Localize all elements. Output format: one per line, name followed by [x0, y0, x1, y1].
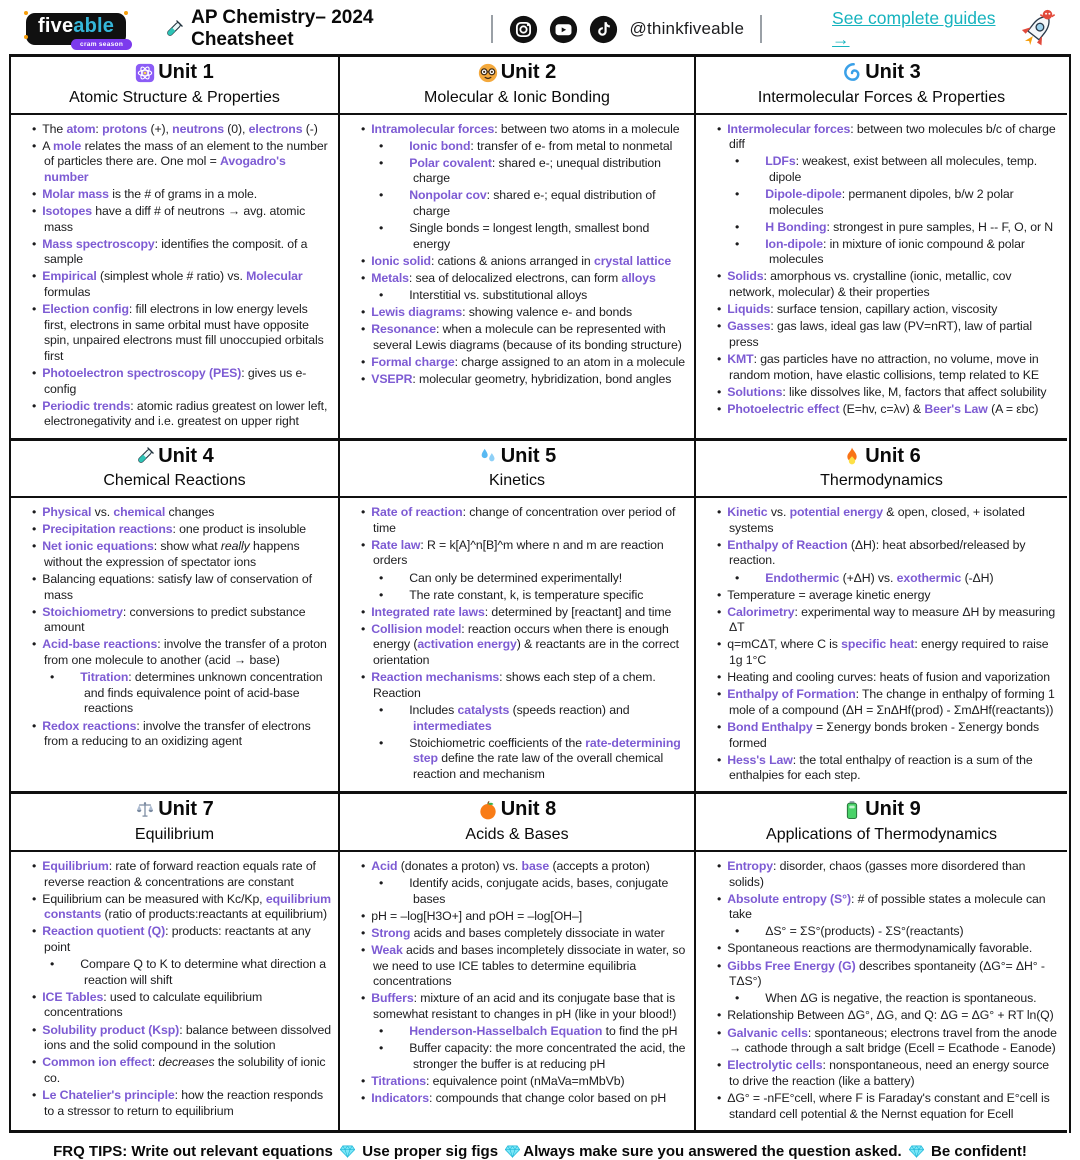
bullet-item: • Photoelectron spectroscopy (PES): gives us e- config: [32, 366, 331, 397]
unit-card-1: [11, 57, 340, 441]
unit-header: [696, 441, 1067, 499]
bullet-item: • Physical vs. chemical changes: [32, 505, 331, 521]
bullet-item: • Rate law: R = k[A]^n[B]^m where n and m are reaction orders: [361, 538, 687, 569]
bullet-item: • Le Chatelier's principle: how the reaction responds to a stressor to return to equilibrium: [32, 1088, 331, 1119]
bullet-item: • Gibbs Free Energy (G) describes spontaneity (ΔG°= ΔH° - TΔS°): [717, 959, 1060, 990]
bullet-item: • Solids: amorphous vs. crystalline (ionic, metallic, cov network, molecular) & their properties: [717, 269, 1060, 300]
unit-card-2: [340, 57, 696, 441]
unit-subtitle: Chemical Reactions: [103, 472, 246, 490]
logo-dot: [124, 11, 128, 15]
page-title-text: AP Chemistry– 2024 Cheatsheet: [191, 7, 374, 50]
unit-number: Unit 1: [158, 61, 214, 83]
unit-subtitle: Thermodynamics: [820, 472, 943, 490]
bullet-item: • Can only be determined experimentally!: [361, 571, 687, 587]
bullet-item: • Temperature = average kinetic energy: [717, 588, 1060, 604]
bullet-item: • VSEPR: molecular geometry, hybridization, bond angles: [361, 372, 687, 388]
cyclone-icon: [842, 63, 862, 83]
battery-icon: [842, 800, 862, 820]
unit-subtitle: Acids & Bases: [465, 825, 569, 843]
bullet-item: • Titration: determines unknown concentration and finds equivalence point of acid-base reactions: [32, 670, 331, 717]
bullet-item: • Electrolytic cells: nonspontaneous, need an energy source to drive the reaction (like a battery): [717, 1058, 1060, 1089]
bullet-item: • Isotopes have a diff # of neutrons → avg. atomic mass: [32, 204, 331, 235]
unit-header: [696, 794, 1067, 852]
unit-header: [340, 441, 694, 499]
header-bar: [0, 0, 1080, 54]
unit-body: [696, 498, 1067, 791]
unit-bullet-list: [345, 122, 687, 388]
unit-card-8: [340, 794, 696, 1132]
bullet-item: • Ionic bond: transfer of e- from metal to nonmetal: [361, 139, 687, 155]
unit-number: Unit 5: [500, 444, 557, 467]
bullet-item: • Dipole-dipole: permanent dipoles, b/w 2 polar molecules: [717, 187, 1060, 218]
bullet-item: • A mole relates the mass of an element to the number of particles there are. One mol = Avogadro's number: [32, 139, 331, 186]
unit-bullet-list: [345, 859, 687, 1107]
unit-number: Unit 7: [158, 798, 214, 821]
unit-card-9: [696, 794, 1067, 1132]
unit-number: Unit 8: [500, 798, 557, 821]
bullet-item: • Polar covalent: shared e-; unequal distribution charge: [361, 156, 687, 187]
bullet-item: • Bond Enthalpy = Σenergy bonds broken - Σenergy bonds formed: [717, 720, 1060, 751]
logo-cram-pill: cram season: [71, 39, 132, 50]
bullet-item: • Nonpolar cov: shared e-; equal distribution of charge: [361, 188, 687, 219]
tiktok-icon[interactable]: [589, 15, 618, 44]
footer-tips: FRQ TIPS: Write out relevant equations Use proper sig figs Always make sure you answered the question asked. Be confident!: [53, 1142, 1027, 1160]
unit-number: Unit 2: [500, 61, 557, 83]
bullet-item: • Lewis diagrams: showing valence e- and bonds: [361, 305, 687, 321]
bullet-item: • Stoichiometric coefficients of the rate-determining step define the rate law of the overall chemical reaction and mechanism: [361, 736, 687, 783]
bullet-item: • Precipitation reactions: one product is insoluble: [32, 522, 331, 538]
bullet-item: • Enthalpy of Formation: The change in enthalpy of forming 1 mole of a compound (ΔH = ΣnΔHf(prod) - ΣmΔHf(reactants)): [717, 687, 1060, 718]
unit-bullet-list: [701, 505, 1060, 784]
bullet-item: • Gasses: gas laws, ideal gas law (PV=nRT), law of partial press: [717, 319, 1060, 350]
unit-number: Unit 9: [865, 798, 921, 821]
logo-dot: [24, 35, 28, 39]
unit-body: [340, 852, 694, 1114]
bullet-item: • Hess's Law: the total enthalpy of reaction is a sum of the enthalpies for each step.: [717, 753, 1060, 784]
unit-card-6: [696, 441, 1067, 795]
bullet-item: • Calorimetry: experimental way to measure ΔH by measuring ΔT: [717, 605, 1060, 636]
unit-bullet-list: [701, 859, 1060, 1122]
bullet-item: • Titrations: equivalence point (nMaVa=mMbVb): [361, 1074, 687, 1090]
bullet-item: • Ionic solid: cations & anions arranged in crystal lattice: [361, 254, 687, 270]
unit-bullet-list: [16, 505, 331, 750]
unit-bullet-list: [16, 859, 331, 1119]
unit-subtitle: Equilibrium: [134, 825, 215, 843]
nerd-face-icon: [478, 63, 498, 83]
unit-header: [11, 794, 338, 852]
droplets-icon: [478, 446, 498, 466]
bullet-item: • q=mCΔT, where C is specific heat: energy required to raise 1g 1°C: [717, 637, 1060, 668]
bullet-item: • Acid-base reactions: involve the transfer of a proton from one molecule to another (acid → base): [32, 637, 331, 668]
social-handle: @thinkfiveable: [629, 19, 745, 38]
instagram-icon[interactable]: [509, 15, 538, 44]
bullet-item: • Kinetic vs. potential energy & open, closed, + isolated systems: [717, 505, 1060, 536]
unit-bullet-list: [345, 505, 687, 782]
unit-subtitle: Kinetics: [488, 472, 546, 490]
unit-body: [340, 498, 694, 790]
bullet-item: • Integrated rate laws: determined by [reactant] and time: [361, 605, 687, 621]
bullet-item: • Ion-dipole: in mixture of ionic compound & polar molecules: [717, 237, 1060, 268]
unit-card-7: [11, 794, 340, 1132]
unit-body: [340, 115, 694, 396]
unit-body: [11, 498, 338, 757]
logo-wordmark: [38, 16, 114, 36]
bullet-item: • Molar mass is the # of grams in a mole.: [32, 187, 331, 203]
unit-card-3: [696, 57, 1067, 441]
bullet-item: • Liquids: surface tension, capillary action, viscosity: [717, 302, 1060, 318]
bullet-item: • Entropy: disorder, chaos (gasses more disordered than solids): [717, 859, 1060, 890]
bullet-item: • Compare Q to K to determine what direction a reaction will shift: [32, 957, 331, 988]
unit-header: [11, 441, 338, 499]
bullet-item: • Buffers: mixture of an acid and its conjugate base that is somewhat resistant to changes in pH (like in your blood!): [361, 991, 687, 1022]
bullet-item: • Absolute entropy (S°): # of possible states a molecule can take: [717, 892, 1060, 923]
bullet-item: • Redox reactions: involve the transfer of electrons from a reducing to an oxidizing agent: [32, 719, 331, 750]
bullet-item: • Balancing equations: satisfy law of conservation of mass: [32, 572, 331, 603]
gem-icon: [909, 1145, 924, 1158]
guides-link[interactable]: See complete guides →: [832, 8, 996, 49]
bullet-item: • Identify acids, conjugate acids, bases, conjugate bases: [361, 876, 687, 907]
unit-number: Unit 3: [865, 61, 921, 83]
bullet-item: • Indicators: compounds that change color based on pH: [361, 1091, 687, 1107]
logo-five: five: [38, 15, 74, 37]
unit-card-4: [11, 441, 340, 795]
bullet-item: • Henderson-Hasselbalch Equation to find the pH: [361, 1024, 687, 1040]
fire-icon: [842, 446, 862, 466]
bullet-item: • KMT: gas particles have no attraction, no volume, move in random motion, have elastic collisions, temp related to KE: [717, 352, 1060, 383]
bullet-item: • Heating and cooling curves: heats of fusion and vaporization: [717, 670, 1060, 686]
unit-header: [340, 57, 694, 115]
bullet-item: • The rate constant, k, is temperature specific: [361, 588, 687, 604]
bullet-item: • Metals: sea of delocalized electrons, can form alloys: [361, 271, 687, 287]
bullet-item: • Relationship Between ΔG°, ΔG, and Q: ΔG = ΔG° + RT ln(Q): [717, 1008, 1060, 1024]
unit-subtitle: Atomic Structure & Properties: [69, 88, 280, 106]
bullet-item: • Intermolecular forces: between two molecules b/c of charge diff: [717, 122, 1060, 153]
atom-icon: [135, 63, 155, 83]
bullet-item: • Weak acids and bases incompletely dissociate in water, so we need to use ICE tables to determine equilibria concentrations: [361, 943, 687, 990]
bullet-item: • Equilibrium: rate of forward reaction equals rate of reverse reaction & concentrations are constant: [32, 859, 331, 890]
unit-body: [696, 115, 1067, 425]
logo-able: able: [73, 15, 115, 37]
bullet-item: • H Bonding: strongest in pure samples, H -- F, O, or N: [717, 220, 1060, 236]
unit-number: Unit 6: [865, 444, 921, 467]
bullet-item: • Single bonds = longest length, smallest bond energy: [361, 221, 687, 252]
bullet-item: • Endothermic (+ΔH) vs. exothermic (-ΔH): [717, 571, 1060, 587]
unit-header: [11, 57, 338, 115]
bullet-item: • The atom: protons (+), neutrons (0), electrons (-): [32, 122, 331, 138]
youtube-icon[interactable]: [549, 15, 578, 44]
bullet-item: • Strong acids and bases completely dissociate in water: [361, 926, 687, 942]
bullet-item: • Galvanic cells: spontaneous; electrons travel from the anode → cathode through a salt bridge (Ecell = Ecathode - Eanode): [717, 1026, 1060, 1057]
bullet-item: • Formal charge: charge assigned to an atom in a molecule: [361, 355, 687, 371]
rocket-mascot-icon: [1014, 8, 1060, 50]
unit-header: [340, 794, 694, 852]
bullet-item: • Equilibrium can be measured with Kc/Kp, equilibrium constants (ratio of products:reactants at equilibrium): [32, 892, 331, 923]
bullet-item: • Common ion effect: decreases the solubility of ionic co.: [32, 1055, 331, 1086]
bullet-item: • Interstitial vs. substitutional alloys: [361, 288, 687, 304]
bullet-item: • ΔS° = ΣS°(products) - ΣS°(reactants): [717, 924, 1060, 940]
tangerine-icon: [478, 800, 498, 820]
bullet-item: • Rate of reaction: change of concentration over period of time: [361, 505, 687, 536]
unit-body: [696, 852, 1067, 1130]
bullet-item: • Empirical (simplest whole # ratio) vs. Molecular formulas: [32, 269, 331, 300]
bullet-item: • Reaction mechanisms: shows each step of a chem. Reaction: [361, 670, 687, 701]
unit-body: [11, 115, 338, 438]
bullet-item: • LDFs: weakest, exist between all molecules, temp. dipole: [717, 154, 1060, 185]
bullet-item: • Mass spectroscopy: identifies the composit. of a sample: [32, 237, 331, 268]
bullet-item: • Acid (donates a proton) vs. base (accepts a proton): [361, 859, 687, 875]
bullet-item: • Reaction quotient (Q): products: reactants at any point: [32, 924, 331, 955]
unit-header: [696, 57, 1067, 115]
unit-subtitle: Molecular & Ionic Bonding: [424, 88, 610, 106]
unit-bullet-list: [16, 122, 331, 431]
test-tube-icon: [135, 446, 155, 466]
bullet-item: • Resonance: when a molecule can be represented with several Lewis diagrams (because of its bonding structure): [361, 322, 687, 353]
unit-card-5: [340, 441, 696, 795]
unit-number: Unit 4: [158, 444, 214, 467]
bullet-item: • Solutions: like dissolves like, M, factors that affect solubility: [717, 385, 1060, 401]
bullet-item: • Collision model: reaction occurs when there is enough energy (activation energy) & reactants are in the correct orientation: [361, 622, 687, 669]
social-icons: [509, 15, 618, 44]
unit-subtitle: Applications of Thermodynamics: [766, 825, 997, 843]
balance-scale-icon: [135, 800, 155, 820]
logo-dot: [24, 11, 28, 15]
bullet-item: • ICE Tables: used to calculate equilibrium concentrations: [32, 990, 331, 1021]
header-divider: [491, 15, 493, 43]
gem-icon: [340, 1145, 355, 1158]
bullet-item: • Periodic trends: atomic radius greatest on lower left, electronegativity and i.e. greatest on upper right: [32, 399, 331, 430]
bullet-item: • Net ionic equations: show what really happens without the expression of spectator ions: [32, 539, 331, 570]
bullet-item: • Solubility product (Ksp): balance between dissolved ions and the solid compound in the solution: [32, 1023, 331, 1054]
test-tube-icon: [164, 19, 184, 39]
bullet-item: • Election config: fill electrons in low energy levels first, electrons in same orbital must have opposite spin, unpaired electrons must fill unoccupied orbitals first: [32, 302, 331, 364]
bullet-item: • Photoelectric effect (E=hv, c=λv) & Beer's Law (A = εbc): [717, 402, 1060, 418]
gem-icon: [505, 1145, 520, 1158]
unit-body: [11, 852, 338, 1127]
bullet-item: • Stoichiometry: conversions to predict substance amount: [32, 605, 331, 636]
bullet-item: • Includes catalysts (speeds reaction) and intermediates: [361, 703, 687, 734]
unit-bullet-list: [701, 122, 1060, 418]
units-grid: [9, 54, 1071, 1133]
fiveable-logo[interactable]: [26, 13, 126, 48]
bullet-item: • Enthalpy of Reaction (ΔH): heat absorbed/released by reaction.: [717, 538, 1060, 569]
page-title: [164, 7, 474, 51]
bullet-item: • pH = –log[H3O+] and pOH = –log[OH–]: [361, 909, 687, 925]
bullet-item: • When ΔG is negative, the reaction is spontaneous.: [717, 991, 1060, 1007]
unit-subtitle: Intermolecular Forces & Properties: [757, 88, 1006, 106]
bullet-item: • Intramolecular forces: between two atoms in a molecule: [361, 122, 687, 138]
bullet-item: • Buffer capacity: the more concentrated the acid, the stronger the buffer is at reducing pH: [361, 1041, 687, 1072]
header-divider: [760, 15, 762, 43]
bullet-item: • Spontaneous reactions are thermodynamically favorable.: [717, 941, 1060, 957]
bullet-item: • ΔG° = -nFE°cell, where F is Faraday's constant and E°cell is standard cell potential & the Nernst equation for Ecell: [717, 1091, 1060, 1122]
